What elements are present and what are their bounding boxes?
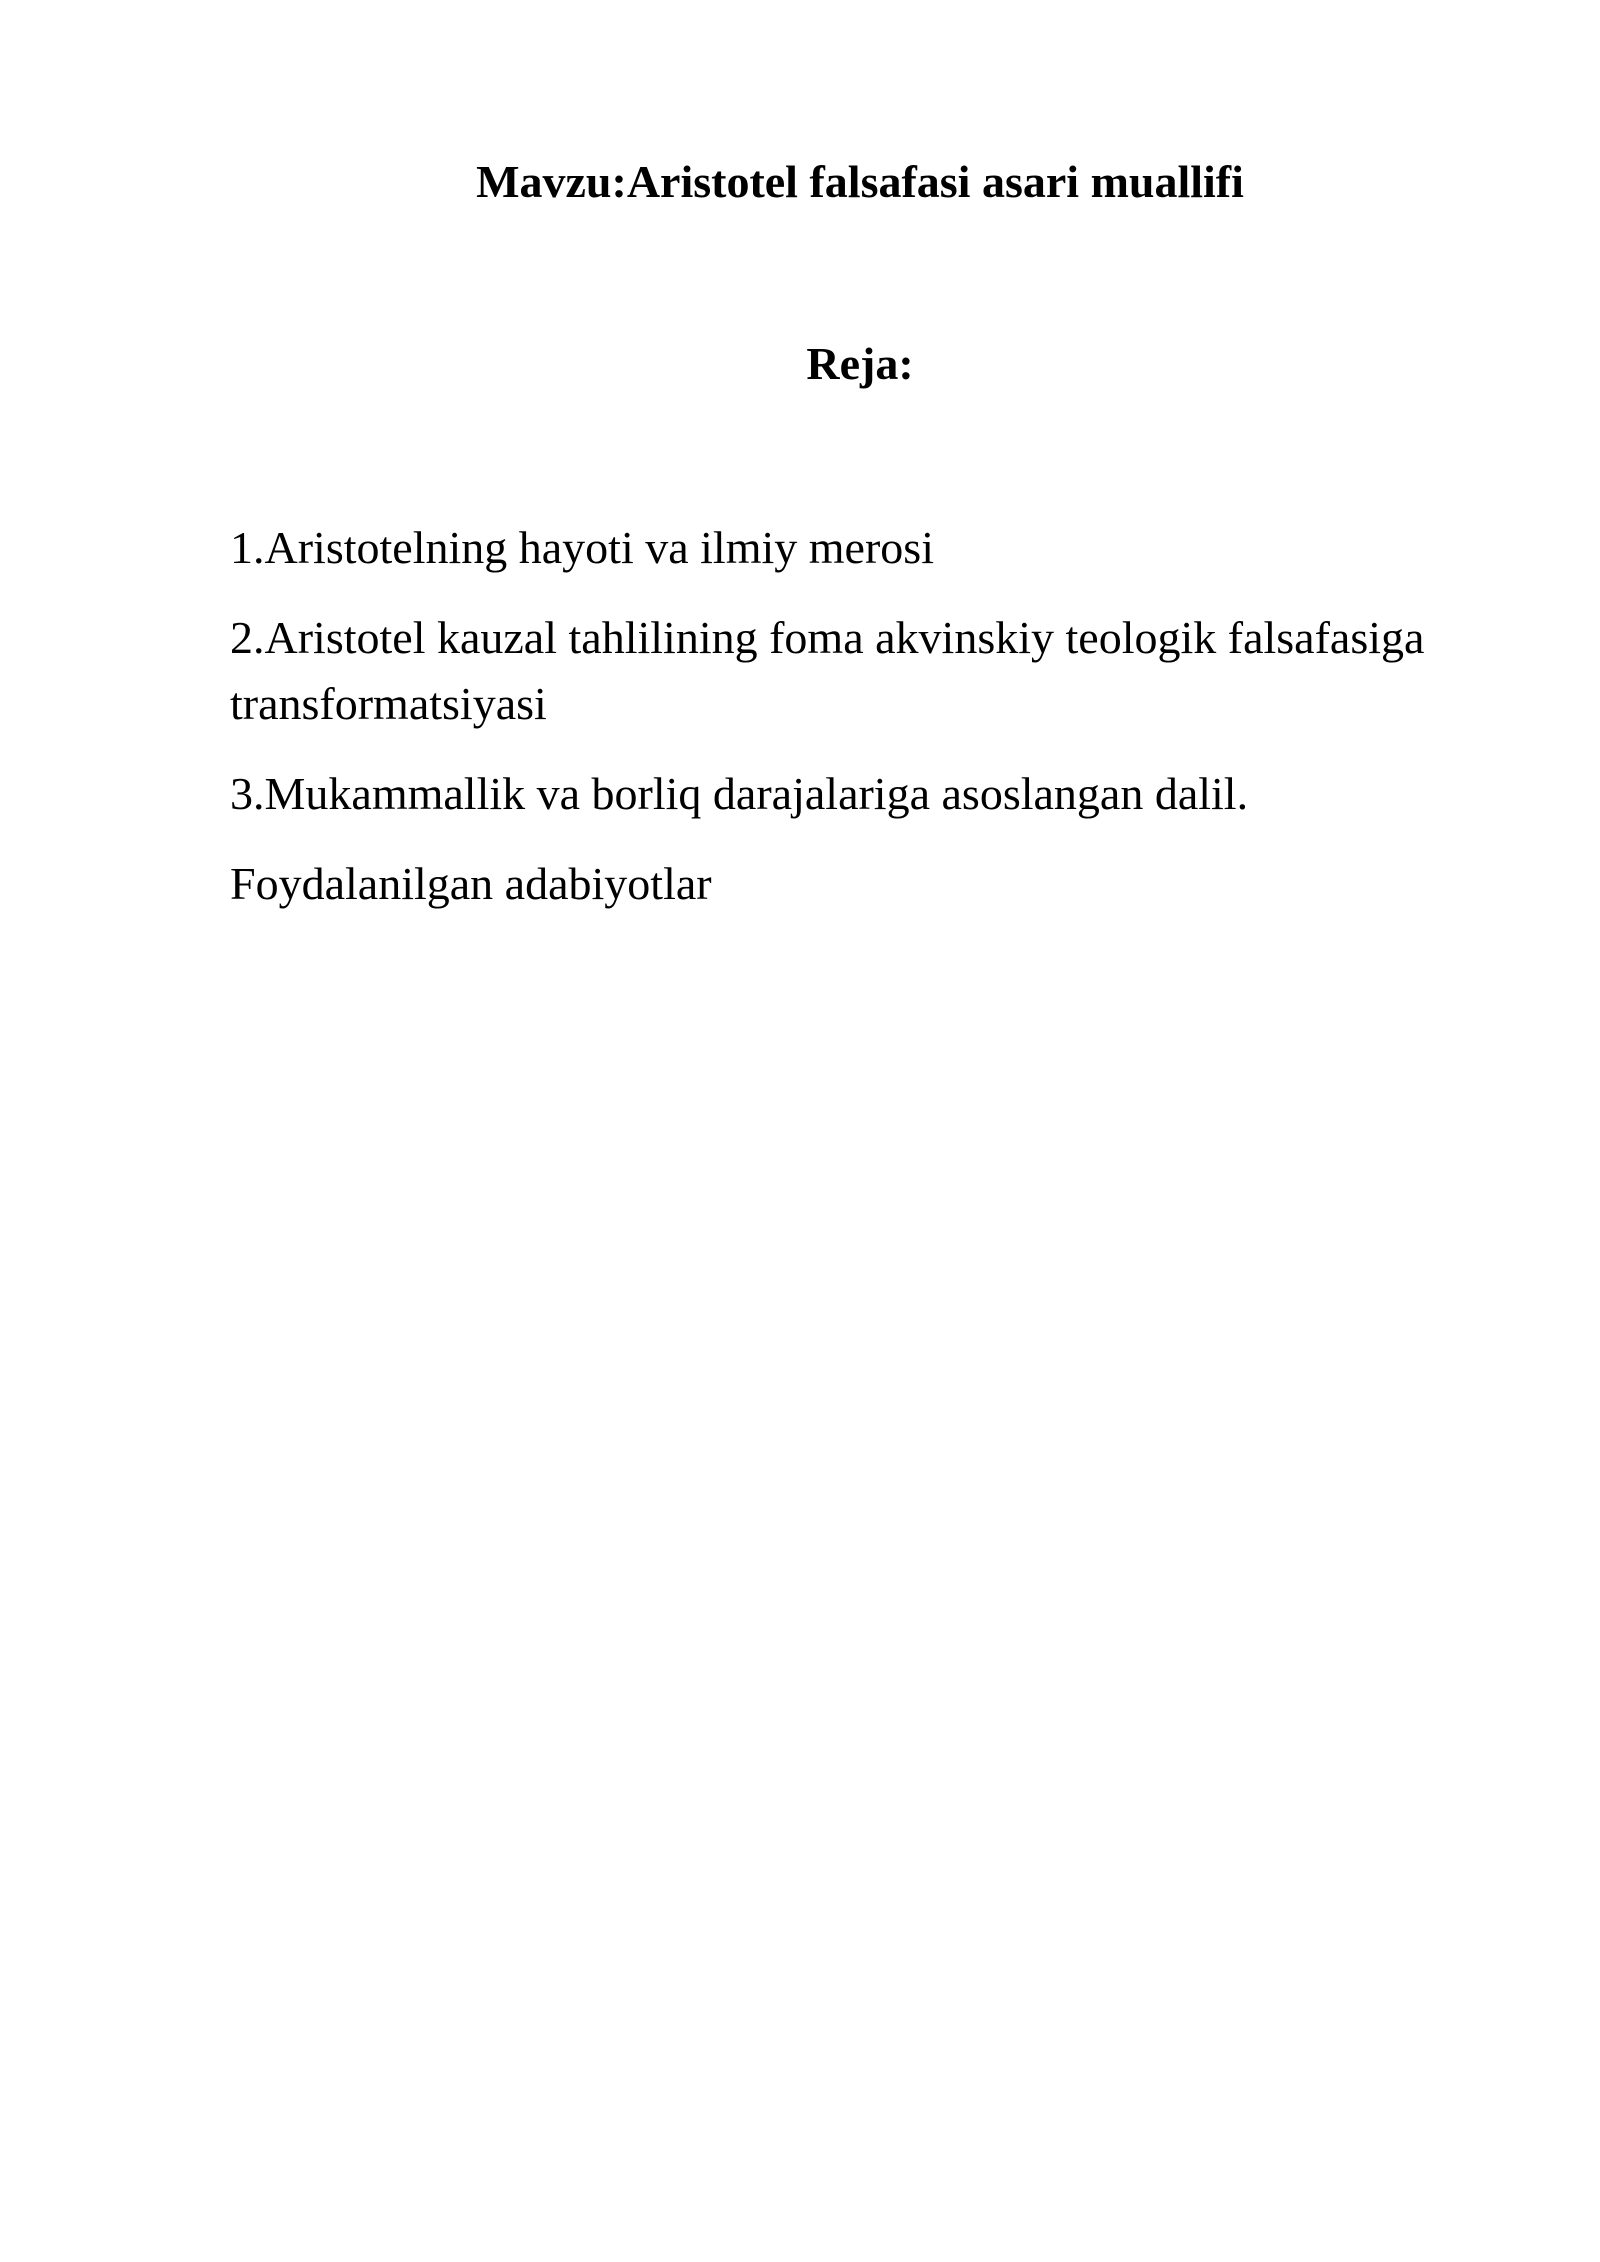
plan-list xyxy=(230,515,1530,941)
plan-item: 3.Mukammallik va borliq darajalariga asoslangan dalil. xyxy=(230,768,1249,819)
plan-heading: Reja: xyxy=(806,338,914,389)
plan-item-references: Foydalanilgan adabiyotlar xyxy=(230,858,712,909)
plan-item: 1.Aristotelning hayoti va ilmiy merosi xyxy=(230,522,934,573)
plan-item: 2.Aristotel kauzal tahlilining foma akvinskiy teologik falsafasiga transformatsiyasi xyxy=(230,612,1425,729)
page-title: Mavzu:Aristotel falsafasi asari muallifi xyxy=(476,156,1244,207)
